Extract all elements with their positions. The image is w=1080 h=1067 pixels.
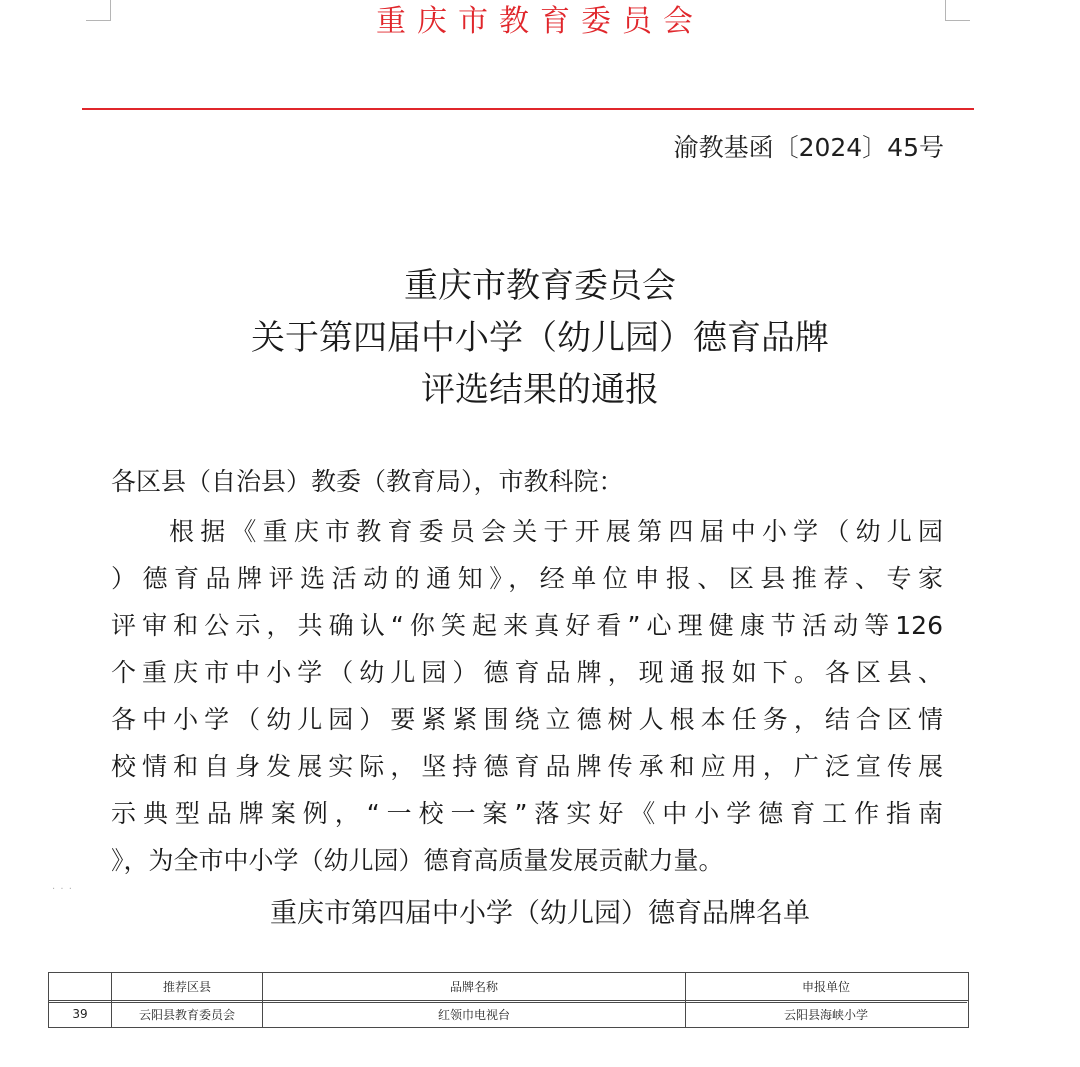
body-line: ）德育品牌评选活动的通知》，经单位申报、区县推荐、专家 xyxy=(111,564,943,593)
brand-list-table xyxy=(48,972,969,1028)
letterhead-red-rule xyxy=(82,108,974,110)
table-overlap-line xyxy=(48,1002,967,1003)
body-line: 评审和公示，共确认“你笑起来真好看”心理健康节活动等126 xyxy=(111,611,943,640)
table-header-cell: 推荐区县 xyxy=(112,973,263,1000)
document-title xyxy=(0,260,1080,416)
table-row xyxy=(49,1001,968,1028)
table-cell-brand: 红领巾电视台 xyxy=(263,1001,686,1027)
table-header-cell: 申报单位 xyxy=(801,980,850,994)
body-line: 示典型品牌案例，“一校一案”落实好《中小学德育工作指南 xyxy=(111,799,943,828)
body-line: 各中小学（幼儿园）要紧紧围绕立德树人根本任务，结合区情 xyxy=(111,705,943,734)
table-cell-district: 云阳县教育委员会 xyxy=(112,1001,263,1027)
scan-artifact: · · · xyxy=(52,884,73,895)
body-paragraph xyxy=(111,508,943,884)
table-header-cell xyxy=(49,973,112,1000)
body-line: 校情和自身发展实际，坚持德育品牌传承和应用，广泛宣传展 xyxy=(111,752,943,781)
document-number: 渝教基函〔2024〕45号 xyxy=(673,133,944,162)
document-letterhead: 重庆市教育委员会 xyxy=(376,4,704,39)
list-title: 重庆市第四届中小学（幼儿园）德育品牌名单 xyxy=(270,898,810,929)
title-line-2: 关于第四届中小学（幼儿园）德育品牌 xyxy=(251,318,829,358)
title-line-1: 重庆市教育委员会 xyxy=(404,266,676,306)
table-cell-index: 39 xyxy=(49,1001,112,1027)
table-cell-unit: 云阳县海峡小学 xyxy=(783,1007,868,1022)
table-header-cell: 品牌名称 xyxy=(263,973,686,1000)
table-header-row xyxy=(49,973,968,1001)
body-line: 个重庆市中小学（幼儿园）德育品牌，现通报如下。各区县、 xyxy=(111,658,943,687)
body-line: 》，为全市中小学（幼儿园）德育高质量发展贡献力量。 xyxy=(111,846,724,875)
body-line: 根据《重庆市教育委员会关于开展第四届中小学（幼儿园 xyxy=(169,517,943,546)
salutation: 各区县（自治县）教委（教育局），市教科院： xyxy=(111,467,624,496)
title-line-3: 评选结果的通报 xyxy=(421,370,659,410)
